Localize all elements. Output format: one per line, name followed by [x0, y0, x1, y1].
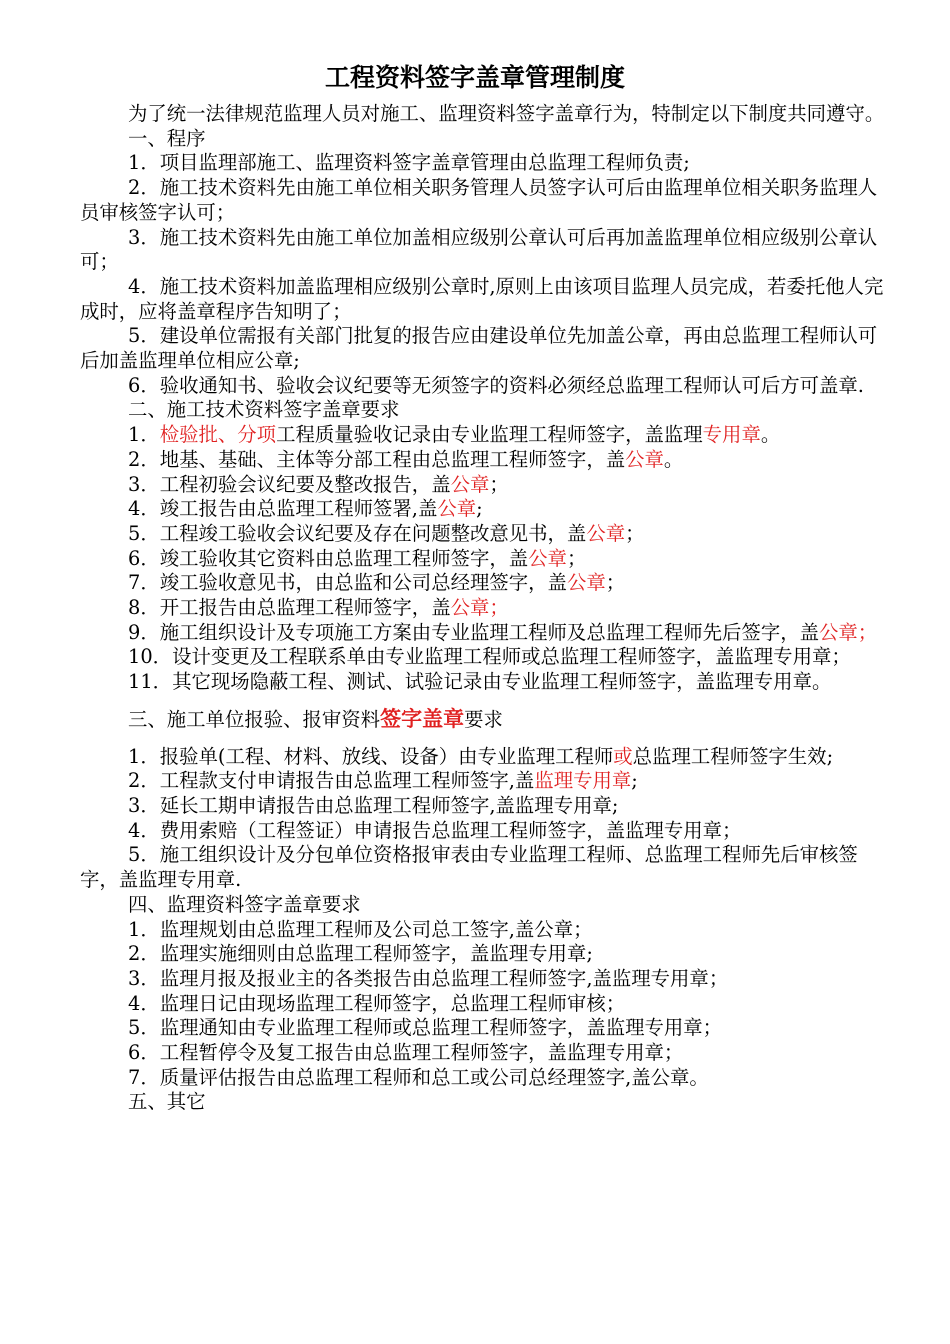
section-1-heading: 一、程序 — [128, 126, 206, 150]
section-2-item: 3．工程初验会议纪要及整改报告，盖公章； — [128, 472, 509, 496]
section-4-item: 1．监理规划由总监理工程师及公司总工签字,盖公章； — [128, 917, 593, 941]
section-1-item: 1．项目监理部施工、监理资料签字盖章管理由总监理工程师负责; — [128, 151, 690, 175]
section-2-item: 1．检验批、分项工程质量验收记录由专业监理工程师签字，盖监理专用章。 — [128, 423, 781, 447]
highlight-text: 或 — [613, 744, 633, 768]
section-3-item: 1．报验单(工程、材料、放线、设备）由专业监理工程师或总监理工程师签字生效; — [128, 744, 834, 768]
highlight-text: 公章 — [437, 497, 477, 521]
section-3-heading: 三、施工单位报验、报审资料签字盖章要求 — [128, 706, 503, 731]
highlight-text: 公章； — [450, 596, 509, 620]
highlight-text: 公章 — [586, 521, 626, 545]
highlight-text: 公章 — [528, 546, 567, 570]
section-2-item: 10．设计变更及工程联系单由专业监理工程师或总监理工程师签字，盖监理专用章； — [128, 645, 851, 669]
section-3-item: 4．费用索赔（工程签证）申请报告总监理工程师签字，盖监理专用章； — [128, 818, 742, 842]
section-4-item: 7．质量评估报告由总监理工程师和总工或公司总经理签字,盖公章。 — [128, 1065, 709, 1089]
section-2-item: 11．其它现场隐蔽工程、测试、试验记录由专业监理工程师签字，盖监理专用章。 — [128, 670, 832, 694]
highlight-text: 公章 — [566, 571, 606, 595]
highlight-text: 检验批、分项 — [159, 423, 277, 447]
section-4-item: 6．工程暂停令及复工报告由总监理工程师签字，盖监理专用章； — [128, 1041, 684, 1065]
section-2-item: 5．工程竣工验收会议纪要及存在问题整改意见书，盖公章； — [128, 521, 645, 545]
highlight-text: 签字盖章 — [380, 706, 465, 731]
section-2-item: 4．竣工报告由总监理工程师签署,盖公章; — [128, 497, 483, 521]
section-2-item: 2．地基、基础、主体等分部工程由总监理工程师签字，盖公章。 — [128, 447, 684, 471]
highlight-text: 监理专用章 — [534, 769, 632, 793]
section-1-item: 5．建设单位需报有关部门批复的报告应由建设单位先加盖公章，再由总监理工程师认可后加盖监理单位相应公章; — [80, 324, 878, 373]
document-body — [80, 102, 895, 1115]
section-4-item: 3．监理月报及报业主的各类报告由总监理工程师签字,盖监理专用章； — [128, 966, 729, 990]
section-2-heading: 二、施工技术资料签字盖章要求 — [128, 398, 400, 422]
section-2-item: 6．竣工验收其它资料由总监理工程师签字，盖公章； — [128, 546, 587, 570]
section-4-item: 2．监理实施细则由总监理工程师签字，盖监理专用章; — [128, 942, 593, 966]
highlight-text: 公章； — [819, 620, 878, 644]
section-1-item: 4．施工技术资料加盖监理相应级别公章时,原则上由该项目监理人员完成，若委托他人完成时，应将盖章程序告知明了； — [80, 274, 884, 323]
section-4-item: 5．监理通知由专业监理工程师或总监理工程师签字，盖监理专用章； — [128, 1016, 723, 1040]
section-2-item: 7．竣工验收意见书，由总监和公司总经理签字，盖公章； — [128, 571, 626, 595]
section-3-item: 3．延长工期申请报告由总监理工程师签字,盖监理专用章; — [128, 793, 619, 817]
section-1-item: 2．施工技术资料先由施工单位相关职务管理人员签字认可后由监理单位相关职务监理人员审核签字认可； — [80, 176, 878, 224]
section-1-item: 6．验收通知书、验收会议纪要等无须签字的资料必须经总监理工程师认可后方可盖章. — [128, 373, 864, 397]
section-3-item: 2．工程款支付申请报告由总监理工程师签字,盖监理专用章; — [128, 769, 638, 793]
section-2-item: 8．开工报告由总监理工程师签字，盖公章； — [128, 596, 509, 620]
section-5-heading: 五、其它 — [128, 1090, 206, 1114]
document-title: 工程资料签字盖章管理制度 — [324, 63, 625, 92]
section-1-item: 3．施工技术资料先由施工单位加盖相应级别公章认可后再加盖监理单位相应级别公章认可； — [80, 225, 878, 274]
section-2-item: 9．施工组织设计及专项施工方案由专业监理工程师及总监理工程师先后签字，盖公章； — [128, 620, 878, 644]
highlight-text: 专用章 — [702, 423, 761, 447]
highlight-text: 公章 — [625, 447, 664, 471]
section-4-heading: 四、监理资料签字盖章要求 — [128, 892, 361, 916]
section-3-item: 5．施工组织设计及分包单位资格报审表由专业监理工程师、总监理工程师先后审核签字，盖监理专用章. — [80, 843, 858, 892]
intro-paragraph: 为了统一法律规范监理人员对施工、监理资料签字盖章行为，特制定以下制度共同遵守。 — [128, 102, 885, 125]
section-4-item: 4．监理日记由现场监理工程师签字，总监理工程师审核； — [128, 991, 626, 1015]
highlight-text: 公章 — [450, 472, 490, 496]
